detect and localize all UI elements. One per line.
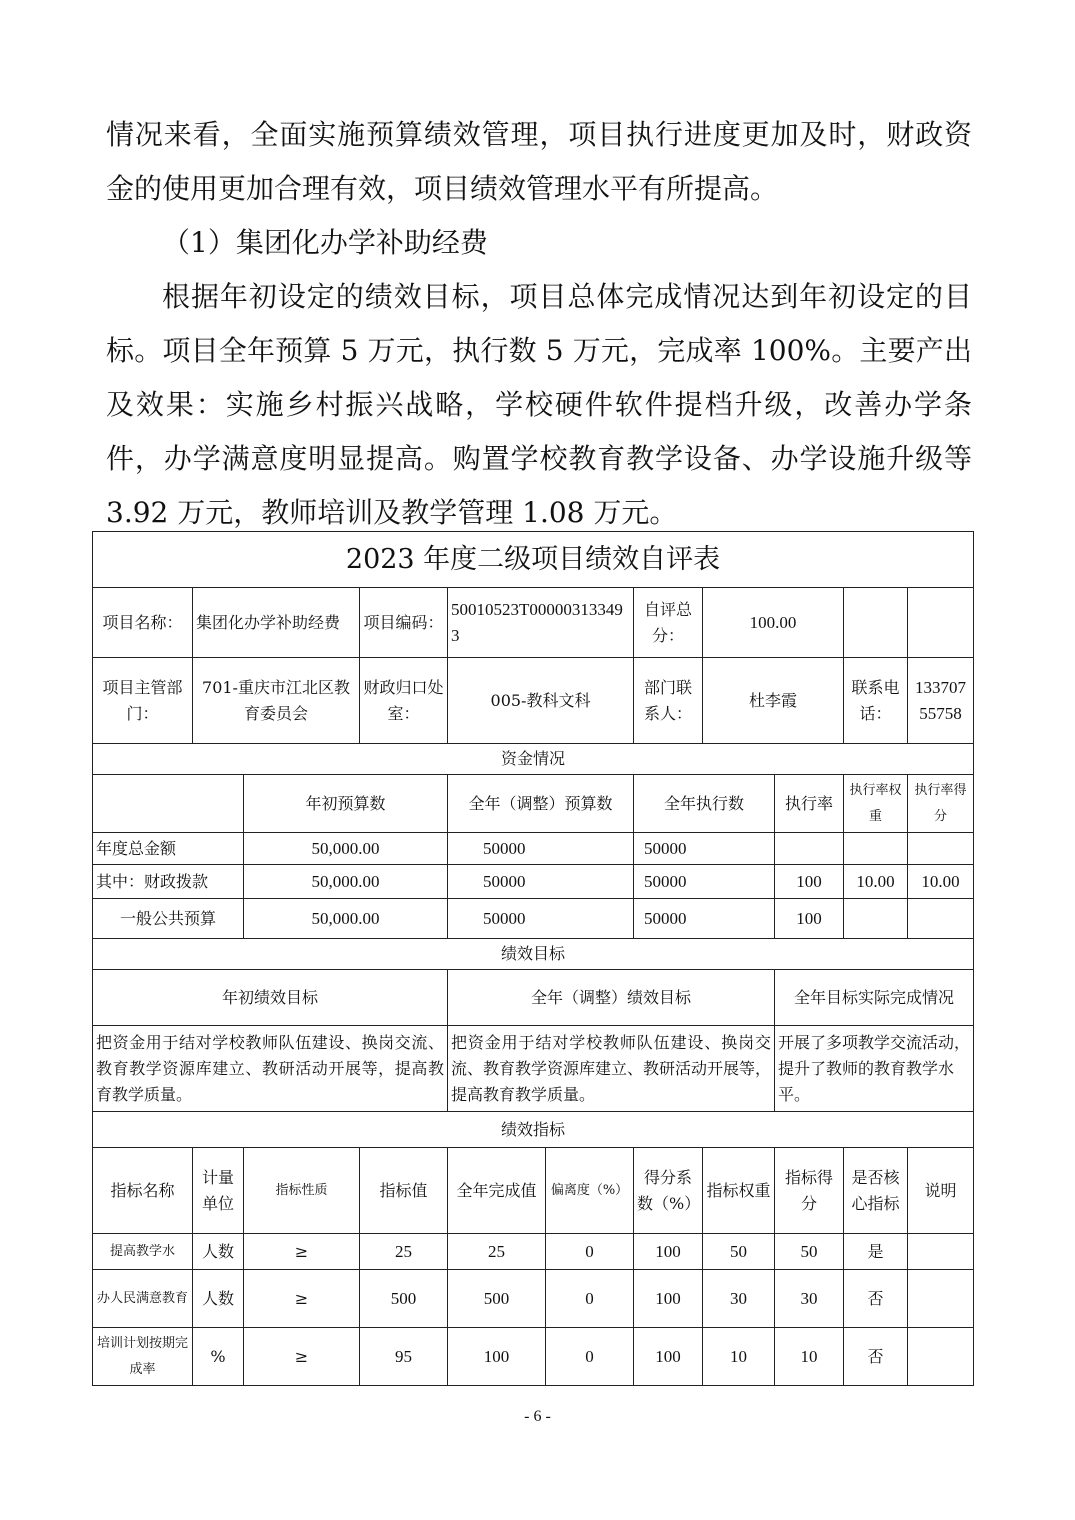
goals-header-adjusted: 全年（调整）绩效目标	[448, 970, 775, 1026]
funds-header-adjusted: 全年（调整）预算数	[448, 775, 634, 833]
funds-row	[93, 865, 974, 899]
page-number: - 6 -	[524, 1408, 551, 1425]
ind-note	[908, 1270, 974, 1328]
ind-unit: 人数	[193, 1270, 244, 1328]
ind-score: 30	[775, 1270, 844, 1328]
funds-weight: 10.00	[844, 865, 908, 899]
project-name: 集团化办学补助经费	[193, 588, 360, 658]
funds-score: 10.00	[908, 865, 974, 899]
section-heading: （1）集团化办学补助经费	[162, 226, 488, 259]
funds-rate: 100	[775, 899, 844, 939]
ind-unit: %	[193, 1328, 244, 1386]
ind-core: 否	[844, 1328, 908, 1386]
ind-weight: 30	[703, 1270, 775, 1328]
ind-value: 95	[360, 1328, 448, 1386]
empty-cell	[844, 588, 908, 658]
funds-header-rate: 执行率	[775, 775, 844, 833]
ind-weight: 10	[703, 1328, 775, 1386]
ind-name: 培训计划按期完成率	[93, 1328, 193, 1386]
paragraph-intro: 情况来看，全面实施预算绩效管理，项目执行进度更加及时，财政资金的使用更加合理有效，项目绩效管理水平有所提高。	[106, 118, 972, 205]
ind-nature: ≥	[244, 1270, 360, 1328]
contact-person: 杜李霞	[703, 658, 844, 744]
project-code: 50010523T000003133493	[448, 588, 634, 658]
funds-row-label: 年度总金额	[93, 833, 244, 865]
funds-executed: 50000	[634, 899, 775, 939]
self-score-label: 自评总分：	[634, 588, 703, 658]
ind-header-nature: 指标性质	[244, 1148, 360, 1234]
ind-value: 500	[360, 1270, 448, 1328]
goals-actual-text: 开展了多项教学交流活动，提升了教师的教育教学水平。	[775, 1026, 974, 1112]
indicators-section-label: 绩效指标	[93, 1112, 974, 1148]
goals-adjusted-text: 把资金用于结对学校教师队伍建设、换岗交流、教育教学资源库建立、教研活动开展等，提高教育教学质量。	[448, 1026, 775, 1112]
ind-header-score: 指标得分	[775, 1148, 844, 1234]
ind-header-core: 是否核心指标	[844, 1148, 908, 1234]
paragraph-summary: 根据年初设定的绩效目标，项目总体完成情况达到年初设定的目标。项目全年预算 5 万元，执行数 5 万元，完成率 100%。主要产出及效果：实施乡村振兴战略，学校硬件软件提档升级，改善办学条件，办学满意度明显提高。购置学校教育教学设备、办学设施升级等 3.92 万元，教师培训及教学管理 1.08 万元。	[106, 280, 972, 529]
funds-header-initial: 年初预算数	[244, 775, 448, 833]
indicator-row	[93, 1328, 974, 1386]
ind-deviation: 0	[546, 1234, 634, 1270]
funds-row-label: 其中：财政拨款	[93, 865, 244, 899]
ind-nature: ≥	[244, 1234, 360, 1270]
funds-adjusted: 50000	[448, 833, 634, 865]
dept-label: 项目主管部门：	[93, 658, 193, 744]
ind-name: 提高教学水	[93, 1234, 193, 1270]
phone-label: 联系电话：	[844, 658, 908, 744]
funds-initial: 50,000.00	[244, 899, 448, 939]
contact-label: 部门联系人：	[634, 658, 703, 744]
ind-name: 办人民满意教育	[93, 1270, 193, 1328]
funds-weight	[844, 899, 908, 939]
funds-row-label: 一般公共预算	[93, 899, 244, 939]
ind-completed: 500	[448, 1270, 546, 1328]
ind-nature: ≥	[244, 1328, 360, 1386]
ind-coef: 100	[634, 1234, 703, 1270]
indicator-row	[93, 1234, 974, 1270]
self-score: 100.00	[703, 588, 844, 658]
ind-header-name: 指标名称	[93, 1148, 193, 1234]
empty-cell	[93, 775, 244, 833]
ind-header-value: 指标值	[360, 1148, 448, 1234]
funds-initial: 50,000.00	[244, 833, 448, 865]
funds-row	[93, 833, 974, 865]
ind-header-deviation: 偏离度（%）	[546, 1148, 634, 1234]
ind-value: 25	[360, 1234, 448, 1270]
project-code-label: 项目编码：	[360, 588, 448, 658]
ind-core: 是	[844, 1234, 908, 1270]
funds-header-executed: 全年执行数	[634, 775, 775, 833]
goals-section-label: 绩效目标	[93, 939, 974, 970]
phone-number: 13370755758	[908, 658, 974, 744]
ind-note	[908, 1234, 974, 1270]
ind-header-unit: 计量单位	[193, 1148, 244, 1234]
funds-initial: 50,000.00	[244, 865, 448, 899]
indicator-row	[93, 1270, 974, 1328]
funds-adjusted: 50000	[448, 865, 634, 899]
ind-completed: 100	[448, 1328, 546, 1386]
funds-header-weight: 执行率权重	[844, 775, 908, 833]
ind-score: 50	[775, 1234, 844, 1270]
finance-office: 005-教科文科	[448, 658, 634, 744]
goals-initial-text: 把资金用于结对学校教师队伍建设、换岗交流、教育教学资源库建立、教研活动开展等，提高教育教学质量。	[93, 1026, 448, 1112]
funds-header-score: 执行率得分	[908, 775, 974, 833]
ind-header-weight: 指标权重	[703, 1148, 775, 1234]
ind-completed: 25	[448, 1234, 546, 1270]
goals-header-initial: 年初绩效目标	[93, 970, 448, 1026]
ind-coef: 100	[634, 1270, 703, 1328]
ind-header-note: 说明	[908, 1148, 974, 1234]
funds-adjusted: 50000	[448, 899, 634, 939]
funds-row	[93, 899, 974, 939]
empty-cell	[908, 588, 974, 658]
funds-score	[908, 899, 974, 939]
ind-core: 否	[844, 1270, 908, 1328]
funds-executed: 50000	[634, 865, 775, 899]
project-name-label: 项目名称：	[93, 588, 193, 658]
ind-deviation: 0	[546, 1270, 634, 1328]
goals-header-actual: 全年目标实际完成情况	[775, 970, 974, 1026]
ind-unit: 人数	[193, 1234, 244, 1270]
ind-header-coef: 得分系数（%）	[634, 1148, 703, 1234]
funds-rate: 100	[775, 865, 844, 899]
funds-section-label: 资金情况	[93, 744, 974, 775]
ind-coef: 100	[634, 1328, 703, 1386]
funds-score	[908, 833, 974, 865]
finance-office-label: 财政归口处室：	[360, 658, 448, 744]
funds-rate	[775, 833, 844, 865]
table-title: 2023 年度二级项目绩效自评表	[93, 532, 974, 588]
dept: 701-重庆市江北区教育委员会	[193, 658, 360, 744]
funds-weight	[844, 833, 908, 865]
ind-header-completed: 全年完成值	[448, 1148, 546, 1234]
performance-self-evaluation-table	[92, 531, 974, 1386]
ind-score: 10	[775, 1328, 844, 1386]
ind-note	[908, 1328, 974, 1386]
ind-deviation: 0	[546, 1328, 634, 1386]
ind-weight: 50	[703, 1234, 775, 1270]
funds-executed: 50000	[634, 833, 775, 865]
